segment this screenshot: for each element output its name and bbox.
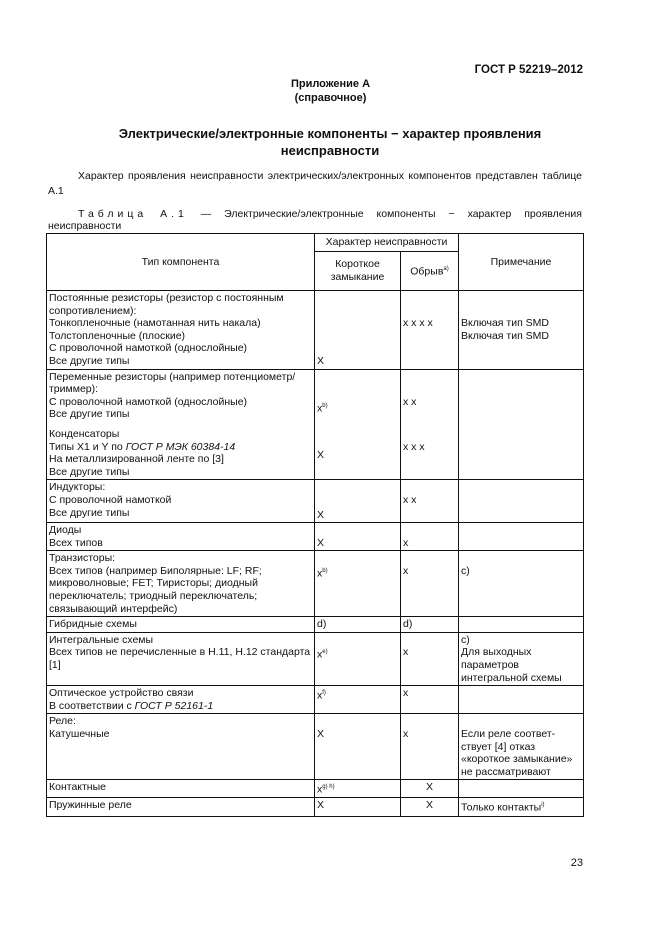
- header-row: [47, 234, 584, 252]
- caption-word: проявления: [524, 208, 582, 220]
- standard-code: ГОСТ Р 52219–2012: [474, 64, 583, 76]
- appendix-subtitle: (справочное): [294, 92, 367, 104]
- header-component: Тип компонента: [47, 234, 315, 291]
- caption-word: характер: [467, 208, 512, 220]
- table-row: Реле: Катушечные X x Если реле соответствует [4] отказ «короткое замыкание» не рассматривают: [47, 714, 584, 780]
- caption-table-number: А.1: [160, 208, 188, 220]
- appendix-title-block: [0, 77, 661, 105]
- table-row: Переменные резисторы (например потенциометр/триммер): С проволочной намоткой (однослойные) Все другие типы Конденсаторы Типы X1 и Y по ГОСТ Р МЭК 60384-14 На металлизированной ленте по [3] Все другие типы $x^{b)}$ X x x x x x: [47, 369, 584, 480]
- components-table: [46, 233, 584, 817]
- header-open: Обрыв$^{a)}$: [401, 252, 459, 291]
- page-number: 23: [570, 857, 583, 869]
- table-row: Пружинные реле X X Только контакты$^{i)}$: [47, 798, 584, 816]
- table-row: Диоды Всех типов X x: [47, 523, 584, 551]
- table-row: Контактные $x^{g) h)}$ X: [47, 780, 584, 798]
- caption-word: −: [448, 208, 455, 220]
- header-note: Примечание: [459, 234, 584, 291]
- table-row: Индукторы: С проволочной намоткой Все другие типы X x x: [47, 480, 584, 523]
- table-row: Интегральные схемы Всех типов не перечисленные в Н.11, Н.12 стандарта [1] $x^{e)}$ x c) Для выходных параметров интегральной схемы: [47, 632, 584, 685]
- header-fault: Характер неисправности: [315, 234, 459, 252]
- caption-table-word: Таблица: [78, 208, 148, 220]
- caption-word: компоненты: [376, 208, 436, 220]
- caption-dash: —: [200, 208, 212, 220]
- table-row: Гибридные схемы d) d): [47, 617, 584, 633]
- caption-word: Электрические/электронные: [224, 208, 364, 220]
- intro-paragraph: Характер проявления неисправности электрических/электронных компонентов представлен таблице А.1: [48, 170, 582, 197]
- table-row: Транзисторы: Всех типов (например Биполярные: LF; RF; микроволновые; FET; Тиристоры; диодный переключатель; триодный переключатель; связывающий интерфейс) $x^{b)}$ x c): [47, 551, 584, 617]
- header-short: Короткое замыкание: [315, 252, 401, 291]
- caption-wrap: неисправности: [48, 220, 122, 232]
- appendix-title: Приложение А: [290, 78, 371, 90]
- table-row: Постоянные резисторы (резистор с постоянным сопротивлением): Тонкопленочные (намотанная нить накала) Толстопленочные (плоские) С проволочной намоткой (однослойные) Все другие типы X x x x x Включая тип SMD Включая тип SMD: [47, 291, 584, 370]
- table-caption: [48, 208, 582, 232]
- table-row: Оптическое устройство связи В соответствии с ГОСТ Р 52161-1 $x^{f)}$ x: [47, 686, 584, 714]
- section-title: Электрические/электронные компоненты − характер проявления неисправности: [118, 126, 542, 158]
